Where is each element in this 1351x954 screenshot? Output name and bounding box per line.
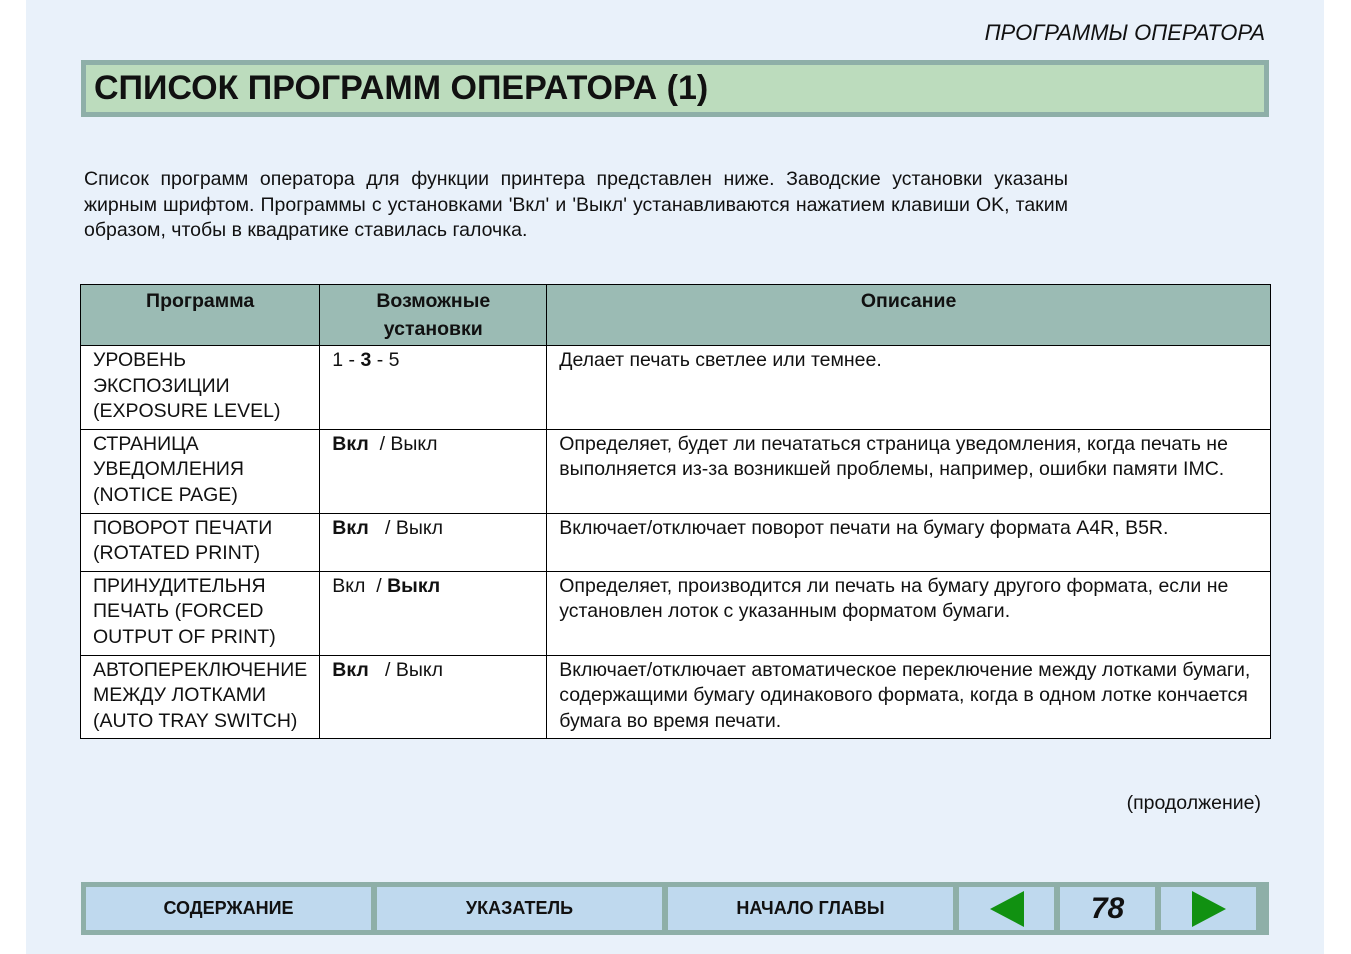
header-description: Описание [547,285,1271,346]
settings-cell [320,655,547,739]
description-cell: Определяет, производится ли печать на бумагу другого формата, если не установлен лоток с указанным форматом бумаги. [547,571,1271,655]
default-setting: Вкл [332,658,369,681]
description-cell: Включает/отключает автоматическое переключение между лотками бумаги, содержащими бумагу одинакового формата, когда в одном лотке кончается бумага во время печати. [547,655,1271,739]
setting-option: Вкл / [332,574,388,597]
next-page-button[interactable] [1161,887,1256,930]
triangle-right-icon [1192,891,1226,927]
default-setting: Вкл [332,432,369,455]
table-row [81,429,1271,513]
navigation-bar [81,882,1269,935]
description-cell: Определяет, будет ли печататься страница уведомления, когда печать не выполняется из-за возникшей проблемы, например, ошибки памяти IMC. [547,429,1271,513]
contents-button[interactable]: СОДЕРЖАНИЕ [86,887,371,930]
table-header-row [81,285,1271,346]
default-setting: Вкл [332,516,369,539]
default-setting: Выкл [387,574,441,597]
previous-page-button[interactable] [959,887,1054,930]
description-cell: Делает печать светлее или темнее. [547,346,1271,430]
intro-paragraph: Список программ оператора для функции принтера представлен ниже. Заводские установки указаны жирным шрифтом. Программы с установками 'Вкл' и 'Выкл' устанавливаются нажатием клавиши OK, таким образом, чтобы в квадратике ставилась галочка. [84,168,1068,241]
default-setting: 3 [360,349,372,371]
program-name-cell: УРОВЕНЬ ЭКСПОЗИЦИИ (EXPOSURE LEVEL) [81,346,320,430]
table-row [81,655,1271,739]
program-name-cell: ПРИНУДИТЕЛЬНЯ ПЕЧАТЬ (FORCED OUTPUT OF PRINT) [81,571,320,655]
title-bar [81,60,1269,117]
program-name-cell: АВТОПЕРЕКЛЮЧЕНИЕ МЕЖДУ ЛОТКАМИ (AUTO TRAY SWITCH) [81,655,320,739]
table-row [81,571,1271,655]
continuation-note: (продолжение) [1126,792,1261,814]
table-body [81,346,1271,739]
setting-option: 1 - [332,349,361,371]
setting-option: / Выкл [368,516,443,539]
setting-option: / Выкл [368,658,443,681]
table-row [81,346,1271,430]
settings-cell [320,571,547,655]
triangle-left-icon [990,891,1024,927]
page-number: 78 [1060,887,1155,930]
section-header: ПРОГРАММЫ ОПЕРАТОРА [984,20,1265,45]
settings-cell [320,513,547,571]
setting-option: - 5 [371,349,400,371]
page-title: СПИСОК ПРОГРАММ ОПЕРАТОРА (1) [86,65,1264,112]
setting-option: / Выкл [368,432,438,455]
header-settings: Возможные установки [320,285,547,346]
settings-cell [320,346,547,430]
description-cell: Включает/отключает поворот печати на бумагу формата A4R, B5R. [547,513,1271,571]
settings-cell [320,429,547,513]
chapter-start-button[interactable]: НАЧАЛО ГЛАВЫ [668,887,953,930]
operator-programs-table [80,284,1271,739]
header-program: Программа [81,285,320,346]
program-name-cell: ПОВОРОТ ПЕЧАТИ (ROTATED PRINT) [81,513,320,571]
index-button[interactable]: УКАЗАТЕЛЬ [377,887,662,930]
program-name-cell: СТРАНИЦА УВЕДОМЛЕНИЯ (NOTICE PAGE) [81,429,320,513]
table-row [81,513,1271,571]
